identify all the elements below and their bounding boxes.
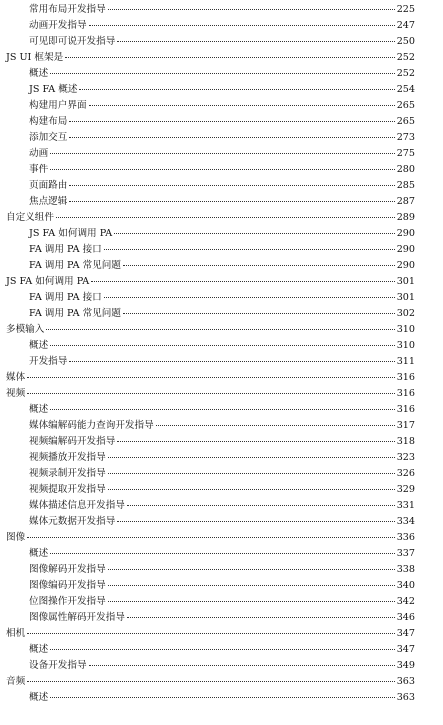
toc-dot-leader [108,585,395,586]
toc-entry-title: 页面路由 [29,180,68,191]
toc-entry-title: 构建用户界面 [29,100,87,111]
toc-dot-leader [117,41,394,42]
toc-entry[interactable] [0,402,443,418]
toc-dot-leader [108,473,395,474]
toc-entry-title: 视频录制开发指导 [29,468,106,479]
toc-dot-leader [89,25,395,26]
toc-dot-leader [108,457,395,458]
toc-entry[interactable] [0,114,443,130]
toc-page-number: 311 [396,356,415,367]
toc-entry-title: 事件 [29,164,49,175]
toc-page-number: 265 [396,100,415,111]
toc-dot-leader [104,297,395,298]
toc-page-number: 334 [396,516,415,527]
toc-page-number: 331 [396,500,415,511]
toc-entry[interactable] [0,274,443,290]
toc-entry[interactable] [0,82,443,98]
toc-entry-title: 动画开发指导 [29,20,87,31]
toc-dot-leader [69,137,394,138]
toc-page-number: 316 [396,404,415,415]
toc-entry[interactable] [0,146,443,162]
toc-page-number: 338 [396,564,415,575]
toc-entry[interactable] [0,674,443,690]
toc-page-number: 346 [396,612,415,623]
toc-entry-title: FA 调用 PA 接口 [29,244,102,255]
toc-dot-leader [69,361,394,362]
toc-entry-title: 开发指导 [29,356,68,367]
toc-page-number: 301 [396,292,415,303]
toc-page-number: 316 [396,388,415,399]
toc-page-number: 290 [396,260,415,271]
toc-dot-leader [91,281,394,282]
toc-dot-leader [69,201,394,202]
toc-entry-title: 图像编码开发指导 [29,580,106,591]
toc-entry-title: 媒体描述信息开发指导 [29,500,125,511]
toc-entry[interactable] [0,18,443,34]
table-of-contents [0,2,443,706]
toc-entry-title: 图像 [6,532,26,543]
toc-page-number: 301 [396,276,415,287]
toc-entry-title: 常用布局开发指导 [29,4,106,15]
toc-entry[interactable] [0,66,443,82]
toc-entry-title: 概述 [29,404,49,415]
toc-dot-leader [69,121,394,122]
toc-page-number: 363 [396,692,415,703]
toc-entry[interactable] [0,338,443,354]
toc-page-number: 275 [396,148,415,159]
toc-entry[interactable] [0,466,443,482]
toc-entry-title: 媒体元数据开发指导 [29,516,116,527]
toc-entry[interactable] [0,626,443,642]
toc-dot-leader [108,489,395,490]
toc-page-number: 337 [396,548,415,559]
toc-entry-title: JS UI 框架是 [6,52,64,63]
toc-dot-leader [50,697,395,698]
toc-dot-leader [89,105,395,106]
toc-entry-title: 视频提取开发指导 [29,484,106,495]
toc-dot-leader [27,377,395,378]
toc-page-number: 254 [396,84,415,95]
toc-entry[interactable] [0,434,443,450]
toc-page-number: 252 [396,68,415,79]
toc-page-number: 289 [396,212,415,223]
toc-dot-leader [108,601,395,602]
toc-entry[interactable] [0,306,443,322]
toc-dot-leader [123,265,395,266]
toc-entry-title: 媒体编解码能力查询开发指导 [29,420,154,431]
toc-dot-leader [127,617,395,618]
toc-entry-title: 位图操作开发指导 [29,596,106,607]
toc-dot-leader [50,553,395,554]
toc-page-number: 323 [396,452,415,463]
toc-entry[interactable] [0,386,443,402]
toc-dot-leader [50,169,395,170]
toc-dot-leader [108,9,395,10]
toc-entry[interactable] [0,642,443,658]
toc-dot-leader [127,505,395,506]
toc-entry[interactable] [0,162,443,178]
toc-dot-leader [156,425,395,426]
toc-page-number: 340 [396,580,415,591]
toc-dot-leader [123,313,395,314]
toc-entry[interactable] [0,546,443,562]
toc-dot-leader [50,345,395,346]
toc-entry[interactable] [0,178,443,194]
toc-entry[interactable] [0,514,443,530]
toc-entry-title: 视频 [6,388,26,399]
toc-page-number: 302 [396,308,415,319]
toc-page-number: 318 [396,436,415,447]
toc-entry[interactable] [0,610,443,626]
toc-page-number: 326 [396,468,415,479]
toc-dot-leader [27,537,395,538]
toc-entry[interactable] [0,130,443,146]
toc-dot-leader [27,681,395,682]
toc-page-number: 252 [396,52,415,63]
toc-dot-leader [104,249,395,250]
toc-entry-title: 焦点逻辑 [29,196,68,207]
toc-dot-leader [50,409,395,410]
toc-entry-title: 概述 [29,340,49,351]
toc-entry[interactable] [0,594,443,610]
toc-entry-title: 媒体 [6,372,26,383]
toc-entry-title: 概述 [29,644,49,655]
toc-dot-leader [46,329,394,330]
toc-page-number: 347 [396,644,415,655]
toc-page-number: 342 [396,596,415,607]
toc-page-number: 273 [396,132,415,143]
toc-page-number: 347 [396,628,415,639]
toc-entry[interactable] [0,498,443,514]
toc-entry-title: 自定义组件 [6,212,54,223]
toc-entry-title: 视频播放开发指导 [29,452,106,463]
toc-page-number: 363 [396,676,415,687]
toc-entry-title: 概述 [29,692,49,703]
toc-entry[interactable] [0,34,443,50]
toc-entry[interactable] [0,98,443,114]
toc-entry[interactable] [0,258,443,274]
toc-entry[interactable] [0,370,443,386]
toc-dot-leader [27,393,395,394]
toc-entry-title: 多模输入 [6,324,45,335]
toc-entry-title: 添加交互 [29,132,68,143]
toc-page-number: 290 [396,228,415,239]
toc-entry-title: JS FA 如何调用 PA [29,228,113,239]
toc-dot-leader [79,89,394,90]
toc-page-number: 329 [396,484,415,495]
toc-page-number: 310 [396,324,415,335]
toc-page-number: 225 [396,4,415,15]
toc-dot-leader [108,569,395,570]
toc-entry[interactable] [0,562,443,578]
toc-entry[interactable] [0,290,443,306]
toc-entry[interactable] [0,530,443,546]
toc-dot-leader [50,649,395,650]
toc-dot-leader [117,441,394,442]
toc-entry-title: FA 调用 PA 常见问题 [29,308,121,319]
toc-entry[interactable] [0,194,443,210]
toc-entry-title: FA 调用 PA 接口 [29,292,102,303]
toc-entry-title: 构建布局 [29,116,68,127]
toc-entry-title: 动画 [29,148,49,159]
toc-page-number: 317 [396,420,415,431]
toc-page-number: 250 [396,36,415,47]
toc-entry[interactable] [0,450,443,466]
toc-entry-title: 音频 [6,676,26,687]
toc-entry-title: 概述 [29,68,49,79]
toc-entry[interactable] [0,418,443,434]
toc-page-number: 310 [396,340,415,351]
toc-entry-title: 视频编解码开发指导 [29,436,116,447]
toc-entry-title: 可见即可说开发指导 [29,36,116,47]
toc-page-number: 247 [396,20,415,31]
toc-entry-title: JS FA 如何调用 PA [6,276,90,287]
toc-entry-title: JS FA 概述 [29,84,78,95]
toc-entry[interactable] [0,242,443,258]
toc-dot-leader [56,217,395,218]
toc-dot-leader [65,57,395,58]
toc-entry[interactable] [0,690,443,706]
toc-page-number: 287 [396,196,415,207]
toc-page-number: 349 [396,660,415,671]
toc-entry-title: FA 调用 PA 常见问题 [29,260,121,271]
toc-page-number: 316 [396,372,415,383]
toc-page-number: 280 [396,164,415,175]
toc-entry[interactable] [0,322,443,338]
toc-entry-title: 设备开发指导 [29,660,87,671]
toc-page-number: 336 [396,532,415,543]
toc-entry-title: 图像解码开发指导 [29,564,106,575]
toc-entry[interactable] [0,226,443,242]
toc-dot-leader [27,633,395,634]
toc-entry-title: 图像属性解码开发指导 [29,612,125,623]
toc-entry-title: 相机 [6,628,26,639]
toc-dot-leader [50,73,395,74]
toc-entry-title: 概述 [29,548,49,559]
toc-entry[interactable] [0,210,443,226]
toc-dot-leader [89,665,395,666]
toc-entry[interactable] [0,578,443,594]
toc-dot-leader [117,521,394,522]
toc-entry[interactable] [0,658,443,674]
toc-dot-leader [114,233,394,234]
toc-dot-leader [50,153,395,154]
toc-entry[interactable] [0,2,443,18]
toc-entry[interactable] [0,50,443,66]
toc-page-number: 265 [396,116,415,127]
toc-page-number: 285 [396,180,415,191]
toc-page-number: 290 [396,244,415,255]
toc-entry[interactable] [0,482,443,498]
toc-entry[interactable] [0,354,443,370]
toc-dot-leader [69,185,394,186]
